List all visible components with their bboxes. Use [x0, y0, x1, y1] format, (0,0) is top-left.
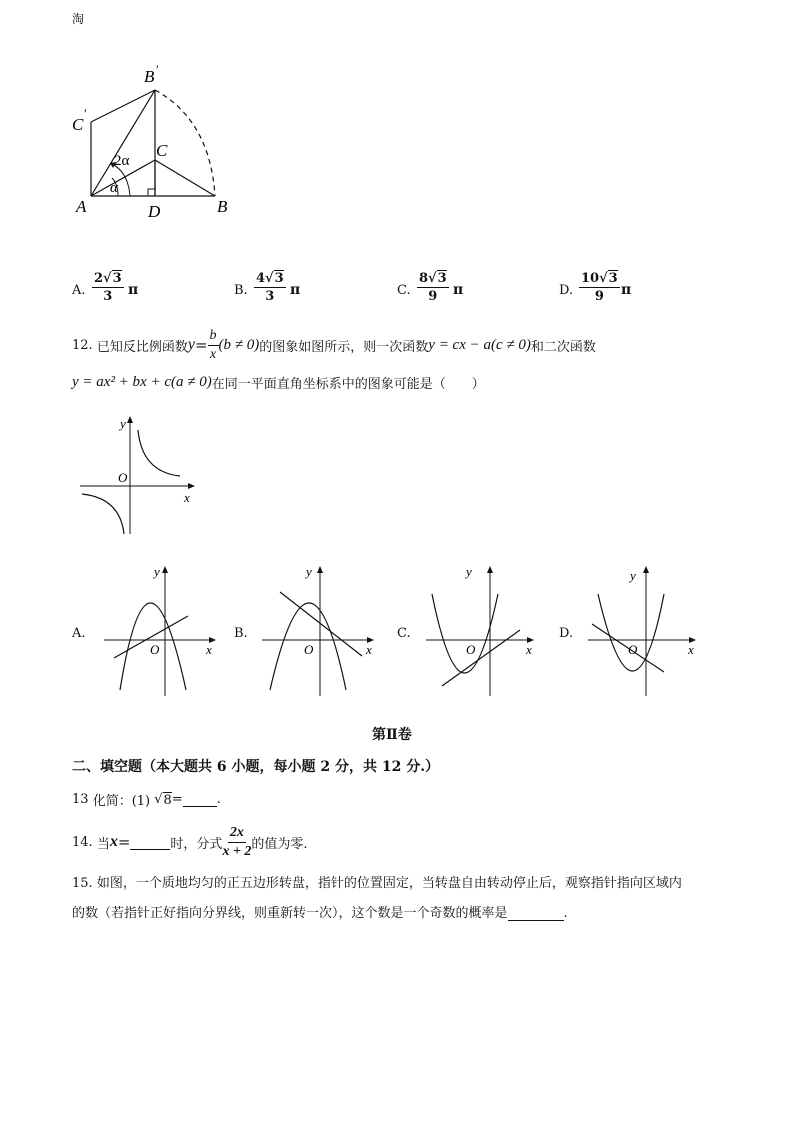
- volume-title: 第Ⅱ卷: [372, 727, 412, 743]
- label-c: C: [156, 141, 168, 160]
- svg-text:O: O: [466, 642, 476, 657]
- q15-line1: 15. 如图，一个质地均匀的正五边形转盘，指针的位置固定，当转盘自由转动停止后，观察指针指向区域内: [72, 876, 682, 891]
- q12-option-d-graph[interactable]: [584, 562, 709, 702]
- sqrt-sign-icon: √: [154, 792, 163, 807]
- svg-text:O: O: [304, 642, 314, 657]
- q12-option-b-graph[interactable]: [258, 562, 383, 702]
- q13-answer-blank[interactable]: [183, 792, 217, 807]
- svg-text:y: y: [154, 564, 160, 579]
- label-d: D: [148, 202, 161, 221]
- label-prime-2: ′: [84, 106, 87, 121]
- q12-option-b-label[interactable]: B.: [234, 626, 248, 641]
- geometry-figure: [60, 60, 260, 230]
- q12-options: [72, 562, 722, 702]
- svg-text:x: x: [526, 642, 532, 657]
- q12-option-a-graph[interactable]: [100, 562, 225, 702]
- q12-option-c-label[interactable]: C.: [397, 626, 411, 641]
- q13: 13 化简：(1) √ 8 = .: [72, 792, 221, 809]
- sqrt-sign-icon: √: [599, 271, 608, 286]
- section-heading: 二、填空题（本大题共 6 小题，每小题 2 分，共 12 分.）: [72, 759, 440, 775]
- q12-line2: y = ax² + bx + c(a ≠ 0) 在同一平面直角坐标系中的图象可能是（ ）: [72, 374, 485, 392]
- svg-text:x: x: [366, 642, 372, 657]
- svg-text:x: x: [206, 642, 212, 657]
- svg-text:O: O: [150, 642, 160, 657]
- label-angle-2a: 2α: [114, 153, 130, 169]
- svg-text:O: O: [628, 642, 638, 657]
- label-c-prime: C: [72, 115, 84, 134]
- label-b: B: [217, 197, 228, 216]
- svg-text:y: y: [120, 416, 126, 431]
- q12-line1: 12. 已知反比例函数 y = $\frac{b}{x}$ (b ≠ 0) 的图象如图所示，则一次函数 y = cx − a(c ≠ 0) 和二次函数: [72, 327, 596, 362]
- q15-line2: 的数（若指针正好指向分界线，则重新转一次），这个数是一个奇数的概率是 .: [72, 906, 568, 921]
- sqrt-sign-icon: √: [428, 271, 437, 286]
- svg-text:x: x: [688, 642, 694, 657]
- label-b-prime: B: [144, 67, 155, 86]
- corner-mark: 淘: [72, 12, 85, 26]
- q15-answer-blank[interactable]: [508, 906, 564, 921]
- q14: 14. 当 x = 时，分式 $\frac{2x}{x + 2}$ 的值为零.: [72, 824, 308, 859]
- svg-text:y: y: [466, 564, 472, 579]
- sqrt-sign-icon: √: [265, 271, 274, 286]
- svg-text:x: x: [184, 490, 190, 505]
- q12-option-c-graph[interactable]: [422, 562, 547, 702]
- label-a: A: [76, 197, 87, 216]
- svg-text:y: y: [306, 564, 312, 579]
- svg-text:y: y: [630, 568, 636, 583]
- q12-option-d-label[interactable]: D.: [559, 626, 574, 641]
- label-prime: ′: [156, 62, 159, 77]
- svg-text:O: O: [118, 470, 128, 485]
- q14-answer-blank[interactable]: [130, 835, 170, 850]
- sqrt-sign-icon: √: [103, 271, 112, 286]
- label-angle-a: α: [110, 180, 118, 196]
- q12-option-a-label[interactable]: A.: [72, 626, 86, 641]
- q12-hyperbola-graph: [76, 410, 206, 540]
- q11-options: A. $\frac{2√3}{3}$ π B. $\frac{4√3}{3}$ π C. $\frac{8√3}{9}$ π D. $\frac{10√3}{9}$ π: [72, 271, 632, 304]
